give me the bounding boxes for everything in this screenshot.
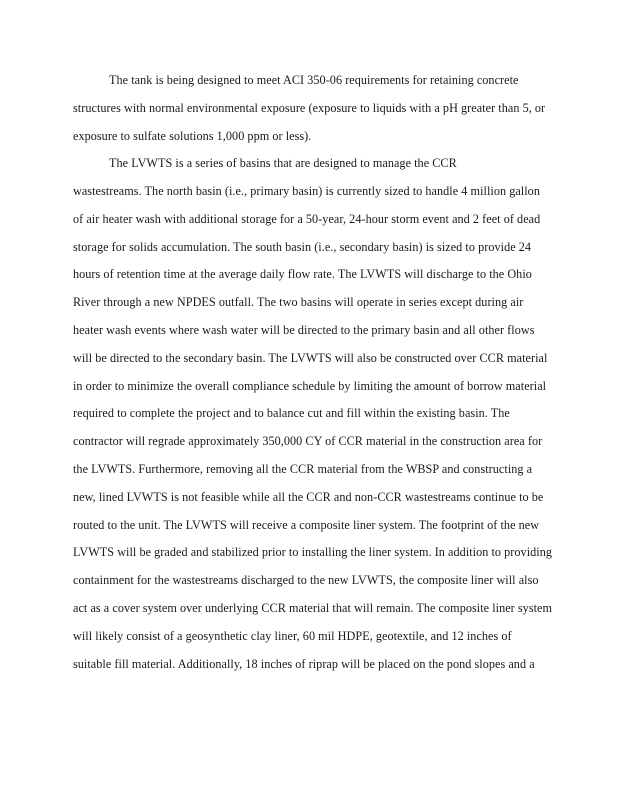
paragraph-2-line-8: will be directed to the secondary basin. The LVWTS will also be constructed over CCR material (73, 351, 548, 365)
paragraph-2-line-6: River through a new NPDES outfall. The two basins will operate in series except during air (73, 295, 524, 309)
paragraph-2-line-16: containment for the wastestreams discharged to the new LVWTS, the composite liner will also (73, 573, 539, 587)
paragraph-2-line-17: act as a cover system over underlying CCR material that will remain. The composite liner system (73, 601, 553, 615)
paragraph-2-line-7: heater wash events where wash water will be directed to the primary basin and all other flows (73, 323, 535, 337)
paragraph-2-line-18: will likely consist of a geosynthetic clay liner, 60 mil HDPE, geotextile, and 12 inches of (73, 629, 512, 643)
paragraph-2-line-5: hours of retention time at the average daily flow rate. The LVWTS will discharge to the Ohio (73, 267, 532, 281)
paragraph-2-line-4: storage for solids accumulation. The south basin (i.e., secondary basin) is sized to provide 24 (73, 240, 532, 254)
paragraph-2-line-3: of air heater wash with additional storage for a 50-year, 24-hour storm event and 2 feet of dead (73, 212, 541, 226)
paragraph-2-line-13: new, lined LVWTS is not feasible while all the CCR and non-CCR wastestreams continue to be (73, 490, 544, 504)
paragraph-1-line-2: structures with normal environmental exposure (exposure to liquids with a pH greater than 5, or (73, 101, 546, 115)
paragraph-2-line-1: The LVWTS is a series of basins that are designed to manage the CCR (109, 156, 457, 170)
paragraph-2-line-19: suitable fill material. Additionally, 18 inches of riprap will be placed on the pond slopes and a (73, 657, 535, 671)
paragraph-2-line-12: the LVWTS. Furthermore, removing all the CCR material from the WBSP and constructing a (73, 462, 533, 476)
paragraph-2-line-11: contractor will regrade approximately 350,000 CY of CCR material in the construction area for (73, 434, 543, 448)
paragraph-2-line-14: routed to the unit. The LVWTS will receive a composite liner system. The footprint of the new (73, 518, 540, 532)
paragraph-2-line-10: required to complete the project and to balance cut and fill within the existing basin. The (73, 406, 510, 420)
paragraph-2-line-9: in order to minimize the overall compliance schedule by limiting the amount of borrow material (73, 379, 547, 393)
paragraph-2-line-2: wastestreams. The north basin (i.e., primary basin) is currently sized to handle 4 million gallon (73, 184, 540, 198)
paragraph-1-line-3: exposure to sulfate solutions 1,000 ppm or less). (73, 129, 312, 143)
paragraph-2-line-15: LVWTS will be graded and stabilized prior to installing the liner system. In addition to providing (73, 545, 553, 559)
paragraph-1-line-1: The tank is being designed to meet ACI 350-06 requirements for retaining concrete (109, 73, 519, 87)
